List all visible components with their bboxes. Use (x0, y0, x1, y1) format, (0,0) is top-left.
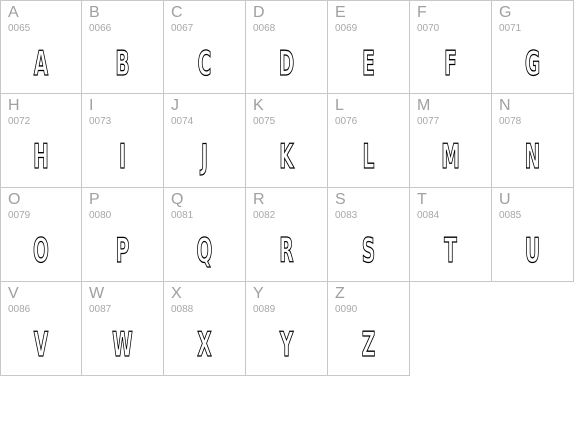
glyph-preview: C (197, 44, 212, 84)
glyph-preview: X (197, 325, 212, 365)
glyph-cell (164, 94, 246, 188)
character-label: P (89, 191, 100, 208)
character-label: K (253, 97, 264, 114)
character-label: H (8, 97, 20, 114)
glyph-cell (492, 94, 574, 188)
glyph-cell (246, 94, 328, 188)
glyph-cell (492, 188, 574, 282)
character-code: 0081 (171, 210, 194, 221)
glyph-preview: D (278, 44, 295, 84)
glyph-preview: U (524, 231, 541, 271)
glyph-cell (0, 282, 82, 376)
character-label: O (8, 191, 21, 208)
glyph-cell (0, 188, 82, 282)
glyph-preview: H (33, 137, 49, 177)
character-label: W (89, 285, 105, 302)
glyph-preview: K (279, 137, 294, 177)
glyph-cell (82, 0, 164, 94)
glyph-cell (328, 0, 410, 94)
character-label: G (499, 4, 512, 21)
character-label: Q (171, 191, 184, 208)
glyph-cell (410, 0, 492, 94)
glyph-cell (246, 0, 328, 94)
character-label: M (417, 97, 431, 114)
character-label: J (171, 97, 179, 114)
glyph-preview: E (362, 44, 375, 84)
glyph-cell (246, 188, 328, 282)
glyph-preview: Z (361, 325, 376, 365)
glyph-cell (328, 188, 410, 282)
character-code: 0068 (253, 23, 276, 34)
glyph-preview: J (201, 137, 208, 177)
character-label: E (335, 4, 346, 21)
character-code: 0082 (253, 210, 276, 221)
glyph-cell (164, 188, 246, 282)
character-code: 0087 (89, 304, 112, 315)
character-label: R (253, 191, 265, 208)
character-code: 0090 (335, 304, 358, 315)
character-label: C (171, 4, 183, 21)
glyph-preview: Q (196, 231, 213, 271)
glyph-cell (246, 282, 328, 376)
character-label: Y (253, 285, 264, 302)
glyph-cell (82, 282, 164, 376)
character-label: N (499, 97, 511, 114)
glyph-preview: L (362, 137, 375, 177)
glyph-preview: W (112, 325, 133, 365)
glyph-preview: P (115, 231, 130, 271)
character-code: 0066 (89, 23, 112, 34)
glyph-preview: Y (279, 325, 294, 365)
glyph-preview: B (115, 44, 130, 84)
character-code: 0088 (171, 304, 194, 315)
character-label: T (417, 191, 427, 208)
character-code: 0085 (499, 210, 522, 221)
character-label: D (253, 4, 265, 21)
glyph-cell (0, 94, 82, 188)
glyph-cell (0, 0, 82, 94)
character-label: S (335, 191, 346, 208)
character-label: B (89, 4, 100, 21)
character-code: 0067 (171, 23, 194, 34)
character-code: 0079 (8, 210, 31, 221)
glyph-cell (164, 282, 246, 376)
glyph-cell (410, 94, 492, 188)
glyph-preview: R (279, 231, 294, 271)
character-code: 0065 (8, 23, 31, 34)
character-code: 0077 (417, 116, 440, 127)
glyph-preview: A (33, 44, 49, 84)
glyph-cell (82, 94, 164, 188)
glyph-cell (328, 94, 410, 188)
character-code: 0071 (499, 23, 522, 34)
character-label: U (499, 191, 511, 208)
character-label: I (89, 97, 94, 114)
character-label: A (8, 4, 19, 21)
glyph-cell (82, 188, 164, 282)
glyph-preview: I (119, 137, 126, 177)
character-code: 0070 (417, 23, 440, 34)
glyph-preview: T (444, 231, 457, 271)
character-code: 0086 (8, 304, 31, 315)
character-code: 0072 (8, 116, 31, 127)
character-code: 0089 (253, 304, 276, 315)
character-code: 0076 (335, 116, 358, 127)
glyph-preview: S (361, 231, 376, 271)
glyph-preview: G (524, 44, 541, 84)
character-code: 0075 (253, 116, 276, 127)
character-label: V (8, 285, 19, 302)
glyph-cell (164, 0, 246, 94)
character-label: F (417, 4, 427, 21)
character-label: Z (335, 285, 345, 302)
character-code: 0084 (417, 210, 440, 221)
character-code: 0083 (335, 210, 358, 221)
glyph-cell (410, 188, 492, 282)
character-code: 0080 (89, 210, 112, 221)
glyph-cell (492, 0, 574, 94)
character-code: 0073 (89, 116, 112, 127)
character-code: 0074 (171, 116, 194, 127)
character-label: L (335, 97, 344, 114)
character-code: 0069 (335, 23, 358, 34)
glyph-preview: O (33, 231, 49, 271)
glyph-cell (328, 282, 410, 376)
glyph-preview: N (524, 137, 541, 177)
character-label: X (171, 285, 182, 302)
character-code: 0078 (499, 116, 522, 127)
glyph-preview: V (33, 325, 49, 365)
glyph-preview: F (444, 44, 457, 84)
glyph-preview: M (441, 137, 460, 177)
